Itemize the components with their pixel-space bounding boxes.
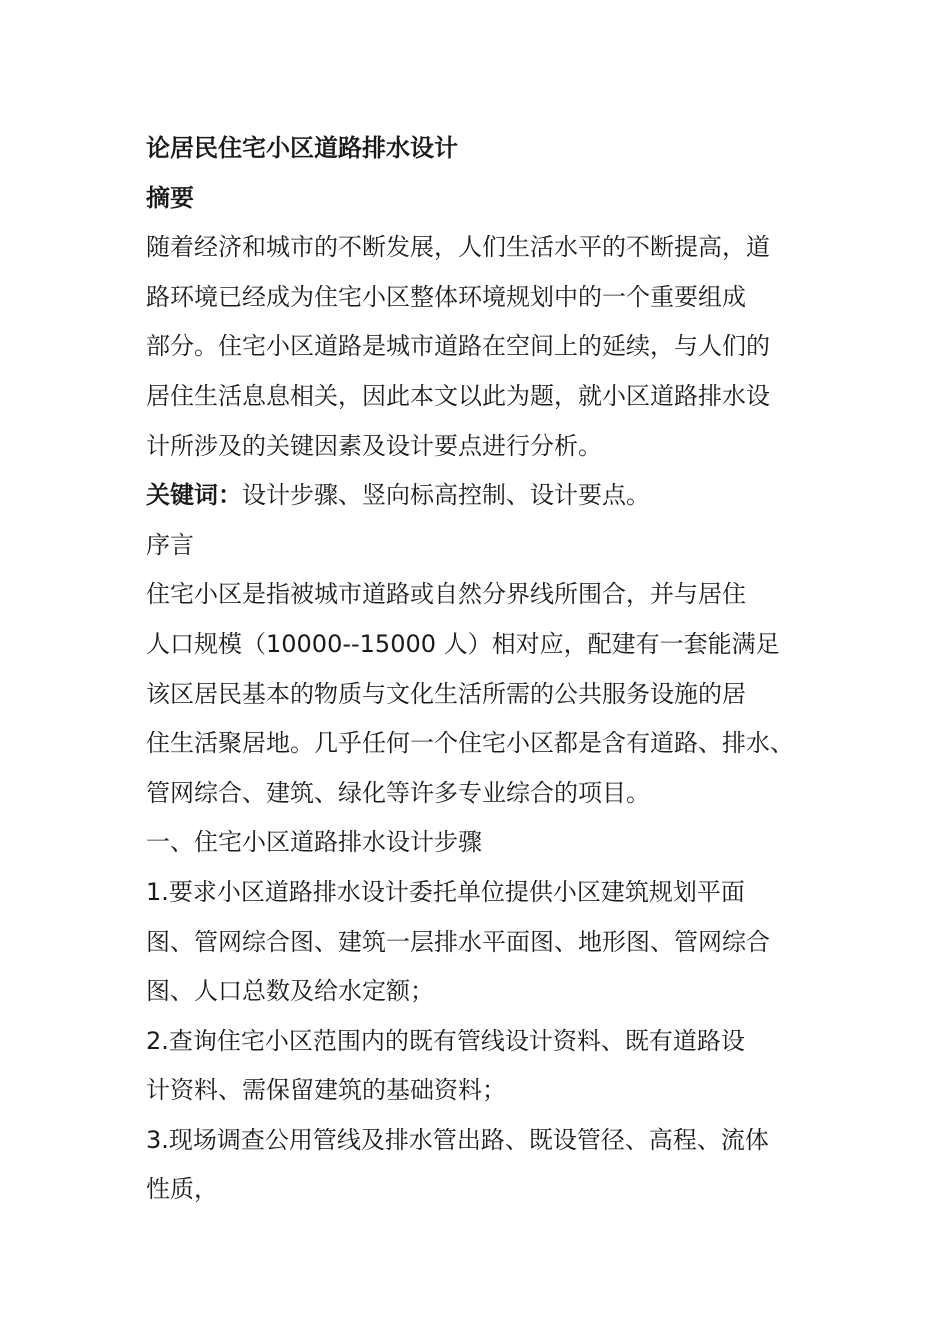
abstract-line: 计所涉及的关键因素及设计要点进行分析。 (146, 431, 602, 460)
abstract-line: 路环境已经成为住宅小区整体环境规划中的一个重要组成 (146, 282, 746, 311)
preface-heading: 序言 (146, 530, 194, 559)
step-1 (146, 868, 836, 1017)
preface-paragraph (146, 570, 836, 818)
keywords-text: 设计步骤、竖向标高控制、设计要点。 (242, 481, 650, 510)
section1-heading: 一、住宅小区道路排水设计步骤 (146, 828, 482, 857)
abstract-line: 随着经济和城市的不断发展，人们生活水平的不断提高，道 (146, 233, 770, 262)
preface-line: 住宅小区是指被城市道路或自然分界线所围合，并与居住 (146, 580, 746, 609)
abstract-heading: 摘要 (146, 183, 194, 212)
step-2 (146, 1017, 836, 1116)
abstract-paragraph (146, 223, 836, 471)
abstract-line: 居住生活息息相关，因此本文以此为题，就小区道路排水设 (146, 381, 770, 410)
step3-line: 3.现场调查公用管线及排水管出路、既设管径、高程、流体 (146, 1125, 769, 1154)
preface-line: 住生活聚居地。几乎任何一个住宅小区都是含有道路、排水、 (146, 729, 794, 758)
step1-line: 1.要求小区道路排水设计委托单位提供小区建筑规划平面 (146, 877, 745, 906)
document-page (146, 124, 836, 1215)
step1-line: 图、人口总数及给水定额； (146, 977, 434, 1006)
keywords-label: 关键词： (146, 481, 242, 510)
step2-line: 计资料、需保留建筑的基础资料； (146, 1076, 506, 1105)
step3-line: 性质， (146, 1175, 218, 1204)
step1-line: 图、管网综合图、建筑一层排水平面图、地形图、管网综合 (146, 927, 770, 956)
abstract-line: 部分。住宅小区道路是城市道路在空间上的延续，与人们的 (146, 332, 770, 361)
preface-line: 人口规模（10000--15000 人）相对应，配建有一套能满足 (146, 629, 780, 658)
preface-line: 该区居民基本的物质与文化生活所需的公共服务设施的居 (146, 679, 746, 708)
preface-line: 管网综合、建筑、绿化等许多专业综合的项目。 (146, 778, 650, 807)
keywords-line (146, 471, 836, 521)
document-title: 论居民住宅小区道路排水设计 (146, 134, 458, 162)
step2-line: 2.查询住宅小区范围内的既有管线设计资料、既有道路设 (146, 1026, 745, 1055)
step-3 (146, 1116, 836, 1215)
